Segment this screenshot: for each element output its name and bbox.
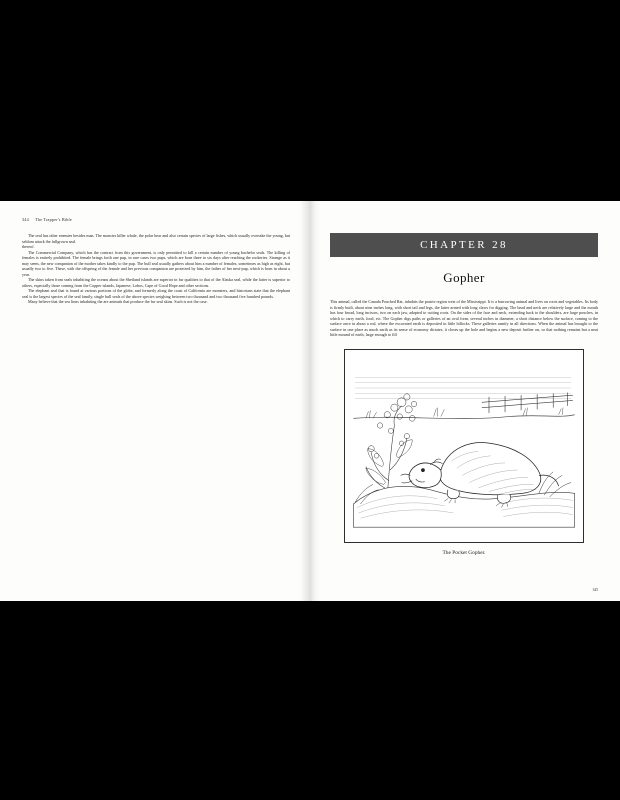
gopher-engraving-icon — [348, 353, 580, 539]
running-head — [22, 217, 290, 222]
right-page-body — [330, 299, 598, 338]
chapter-label: CHAPTER 28 — [420, 239, 508, 251]
running-head-title: The Trapper's Bible — [35, 217, 72, 222]
chapter-title: Gopher — [443, 270, 485, 285]
left-page — [0, 201, 310, 601]
running-head-folio: 344 — [22, 217, 29, 222]
right-page — [310, 201, 620, 601]
gopher-illustration-frame — [344, 349, 584, 543]
paragraph: The elephant seal that is found at various portions of the globe, and formerly along the coast of California are monsters, and historians state that the elephant seal is the largest species of the seal family, single bull seals of the above species weighing between two thousand and two thousand five hundred pounds. — [22, 288, 290, 299]
paragraph: Many believe that the sea lions inhabiting the are animals that produce the fur seal skins. Such is not the case. — [28, 299, 208, 304]
left-page-body — [22, 233, 290, 305]
chapter-banner — [330, 233, 598, 257]
paragraph: This animal, called the Canada Pouched Rat, inhabits the prairie region west of the Mississippi. It is a burrowing animal and lives on roots and vegetables. Its body is firmly built, about nine inches long, with short tail and legs, the latter armed with long claws for digging. The head and neck are relatively large and the mouth has four broad, long incisors, two on each jaw, adapted to cutting roots. On the sides of the face and neck, extending back to the shoulders, are large pouches, in which to carry earth, food, etc. The Gopher digs paths or galleries of an oval form, several inches in diameter, a short distance below the surface, coming to the surface once in about a rod, where the excavated earth is deposited in little hillocks. These galleries ramify in all directions. When the animal has brought to the surface in one place as much earth as its sense of economy dictates, it closes up the hole and begins a new deposit further on, so that nothing remains but a neat little mound of earth, large enough to fill — [330, 299, 598, 337]
paragraph: The Commercial Company, which has the contract from this government, is only permitted to kill a certain number of young bachelor seals. The killing of females is entirely prohibited. The female brings forth one pup, in rare cases two pups, which are born three to six days after reaching the rookeries. Strange as it may seem, the new companion of the mother takes kindly to the pup. The bull seal usually gathers about him a number of females, sometimes as high as eight, but usually two to five. These, with the offspring of the female and her previous companion are protected by him, the father of her next-pup, which is born in about a year. — [22, 249, 290, 277]
paragraph: The skins taken from seals inhabiting the oceans about the Shetland islands are superior in fur qualities to that of the Alaska seal, while the latter is superior to others, especially those coming from the Copper islands, Japanese, Lobos, Cape of Good Hope and other sections. — [22, 277, 290, 288]
book-page-spread — [0, 201, 620, 601]
gopher-illustration — [348, 353, 580, 539]
paragraph-continuation: thereof. — [22, 244, 35, 249]
paragraph: The seal has other enemies besides man. The monster killer whale, the polar bear and also certain species of large fishes, which usually overtake the young, but seldom attack the fullgrown seal. — [22, 233, 290, 244]
page-folio: 345 — [592, 588, 598, 592]
figure-caption: The Pocket Gopher. — [442, 549, 486, 556]
